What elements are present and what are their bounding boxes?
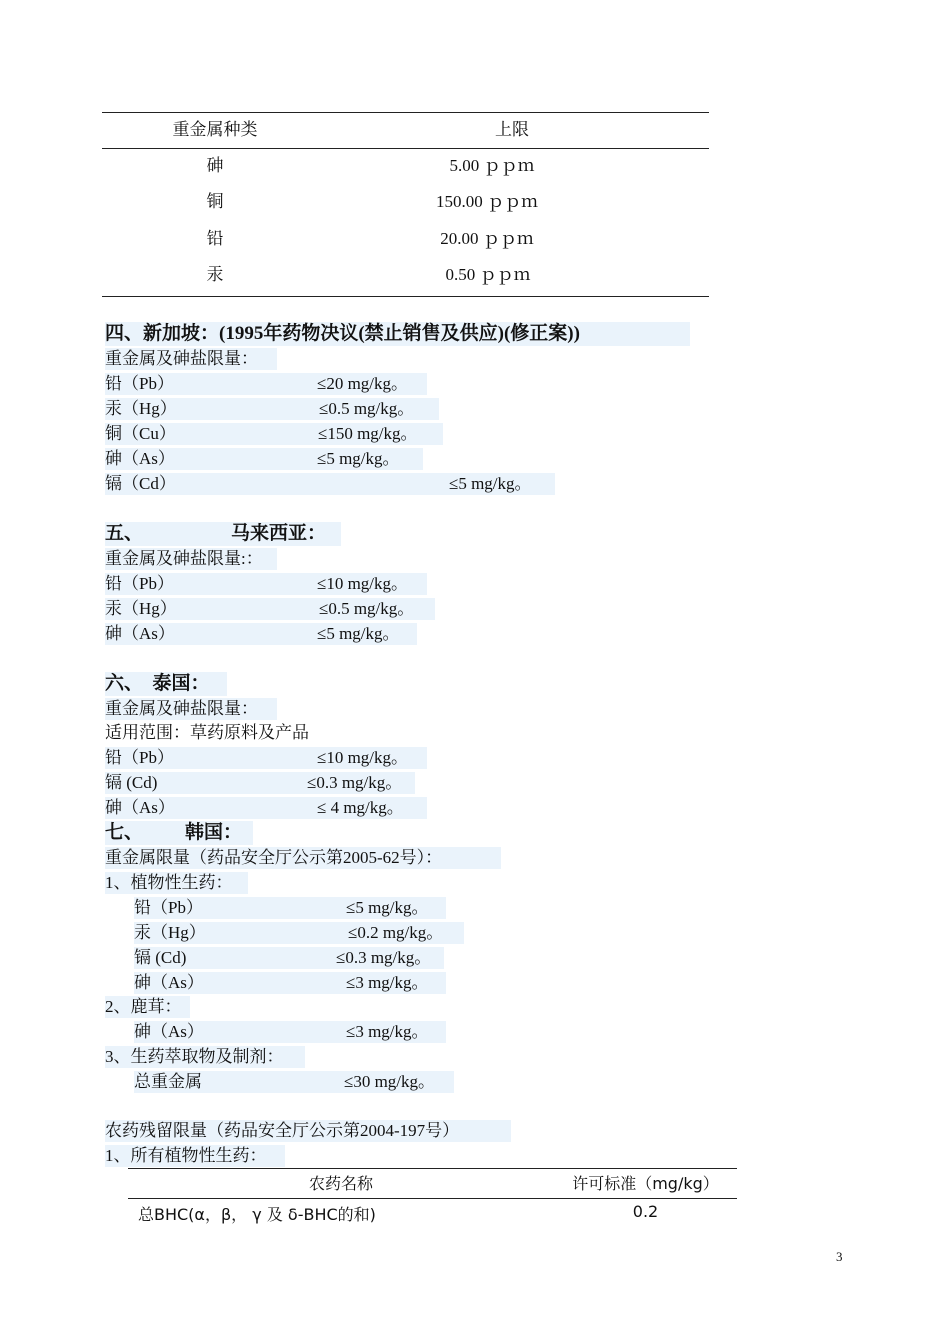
item-name: 铅（Pb） bbox=[105, 748, 174, 767]
table2-top-rule bbox=[128, 1168, 737, 1169]
item-value: ≤5 mg/kg。 bbox=[317, 449, 400, 468]
table1-header-limit: 上限 bbox=[495, 120, 529, 139]
korea-section-1: 1、植物性生药： bbox=[105, 872, 248, 894]
item-value: ≤0.3 mg/kg。 bbox=[307, 773, 403, 792]
malaysia-heading-name: 马来西亚： bbox=[231, 523, 327, 544]
item-value: ≤0.5 mg/kg。 bbox=[319, 399, 415, 418]
list-item bbox=[134, 1071, 454, 1093]
page-number: 3 bbox=[836, 1249, 843, 1264]
table1-header-rule bbox=[102, 148, 709, 149]
korea-section-2: 2、鹿茸： bbox=[105, 996, 190, 1018]
pesticide-section-1: 1、所有植物性生药： bbox=[105, 1145, 285, 1167]
item-name: 铅（Pb） bbox=[105, 574, 174, 593]
malaysia-heading bbox=[105, 522, 341, 546]
item-name: 砷（As） bbox=[105, 798, 175, 817]
singapore-subheading: 重金属及砷盐限量： bbox=[105, 348, 277, 370]
table1-row-limit: 150.00 ｐｐｍ bbox=[436, 192, 538, 211]
list-item bbox=[105, 473, 555, 495]
item-name: 砷（As） bbox=[105, 624, 175, 643]
singapore-heading: 四、新加坡：(1995年药物决议(禁止销售及供应)(修正案)) bbox=[105, 322, 690, 346]
table1-bottom-rule bbox=[102, 296, 709, 297]
item-name: 铜（Cu） bbox=[105, 424, 176, 443]
korea-subheading: 重金属限量（药品安全厅公示第2005-62号）： bbox=[105, 847, 501, 869]
table1-row-metal: 铅 bbox=[206, 229, 224, 248]
item-name: 镉 (Cd) bbox=[105, 773, 158, 792]
list-item bbox=[105, 373, 427, 395]
item-name: 砷（As） bbox=[105, 449, 175, 468]
item-name: 砷（As） bbox=[134, 973, 204, 992]
item-name: 铅（Pb） bbox=[105, 374, 174, 393]
item-value: ≤20 mg/kg。 bbox=[317, 374, 409, 393]
table2-row-name: 总BHC(α，β， γ 及 δ-BHC的和) bbox=[138, 1205, 376, 1224]
table2-row-standard: 0.2 bbox=[632, 1202, 659, 1221]
item-value: ≤3 mg/kg。 bbox=[346, 1022, 429, 1041]
table1-row-metal: 汞 bbox=[206, 265, 224, 284]
list-item bbox=[134, 897, 446, 919]
item-name: 铅（Pb） bbox=[134, 898, 203, 917]
item-value: ≤5 mg/kg。 bbox=[449, 474, 532, 493]
list-item bbox=[105, 772, 415, 794]
list-item bbox=[105, 623, 417, 645]
item-value: ≤150 mg/kg。 bbox=[318, 424, 418, 443]
item-name: 镉 (Cd) bbox=[134, 948, 187, 967]
item-value: ≤30 mg/kg。 bbox=[344, 1072, 436, 1091]
korea-section-3: 3、生药萃取物及制剂： bbox=[105, 1046, 305, 1068]
malaysia-heading-number: 五、 bbox=[105, 523, 144, 544]
table1-top-rule bbox=[102, 112, 709, 113]
list-item bbox=[105, 747, 427, 769]
item-name: 汞（Hg） bbox=[105, 599, 177, 618]
table1-row-metal: 铜 bbox=[206, 192, 224, 211]
table2-header-rule bbox=[128, 1198, 737, 1199]
table2-header-name: 农药名称 bbox=[308, 1174, 373, 1193]
list-item bbox=[105, 598, 435, 620]
thailand-subheading: 重金属及砷盐限量： bbox=[105, 698, 277, 720]
item-name: 砷（As） bbox=[134, 1022, 204, 1041]
table1-row-limit: 0.50 ｐｐｍ bbox=[445, 265, 531, 284]
item-value: ≤0.5 mg/kg。 bbox=[319, 599, 415, 618]
item-name: 镉（Cd） bbox=[105, 474, 176, 493]
table1-header-metal: 重金属种类 bbox=[172, 120, 258, 139]
table2-header-standard: 许可标准（mg/kg） bbox=[572, 1174, 719, 1193]
list-item bbox=[134, 922, 464, 944]
malaysia-subheading: 重金属及砷盐限量:： bbox=[105, 548, 277, 570]
item-name: 汞（Hg） bbox=[134, 923, 206, 942]
item-name: 总重金属 bbox=[134, 1072, 202, 1091]
item-value: ≤5 mg/kg。 bbox=[317, 624, 400, 643]
korea-heading-name: 韩国： bbox=[185, 822, 243, 843]
list-item bbox=[134, 1021, 446, 1043]
thailand-scope-value: 草药原料及产品 bbox=[190, 723, 309, 742]
item-value: ≤0.3 mg/kg。 bbox=[336, 948, 432, 967]
item-value: ≤5 mg/kg。 bbox=[346, 898, 429, 917]
thailand-heading: 六、 泰国： bbox=[105, 672, 227, 696]
list-item bbox=[105, 423, 443, 445]
item-value: ≤10 mg/kg。 bbox=[317, 748, 409, 767]
table1-row-metal: 砷 bbox=[206, 156, 224, 175]
item-value: ≤0.2 mg/kg。 bbox=[348, 923, 444, 942]
item-value: ≤3 mg/kg。 bbox=[346, 973, 429, 992]
thailand-scope-label: 适用范围： bbox=[105, 723, 190, 742]
list-item bbox=[105, 448, 423, 470]
pesticide-heading: 农药残留限量（药品安全厅公示第2004-197号） bbox=[105, 1120, 511, 1142]
list-item bbox=[105, 573, 427, 595]
korea-heading bbox=[105, 821, 253, 845]
list-item bbox=[105, 398, 439, 420]
list-item bbox=[134, 972, 446, 994]
item-name: 汞（Hg） bbox=[105, 399, 177, 418]
item-value: ≤10 mg/kg。 bbox=[317, 574, 409, 593]
table1-row-limit: 5.00 ｐｐｍ bbox=[449, 156, 535, 175]
table1-row-limit: 20.00 ｐｐｍ bbox=[440, 229, 534, 248]
item-value: ≤ 4 mg/kg。 bbox=[317, 798, 404, 817]
list-item bbox=[134, 947, 444, 969]
korea-heading-number: 七、 bbox=[105, 822, 144, 843]
list-item bbox=[105, 797, 427, 819]
